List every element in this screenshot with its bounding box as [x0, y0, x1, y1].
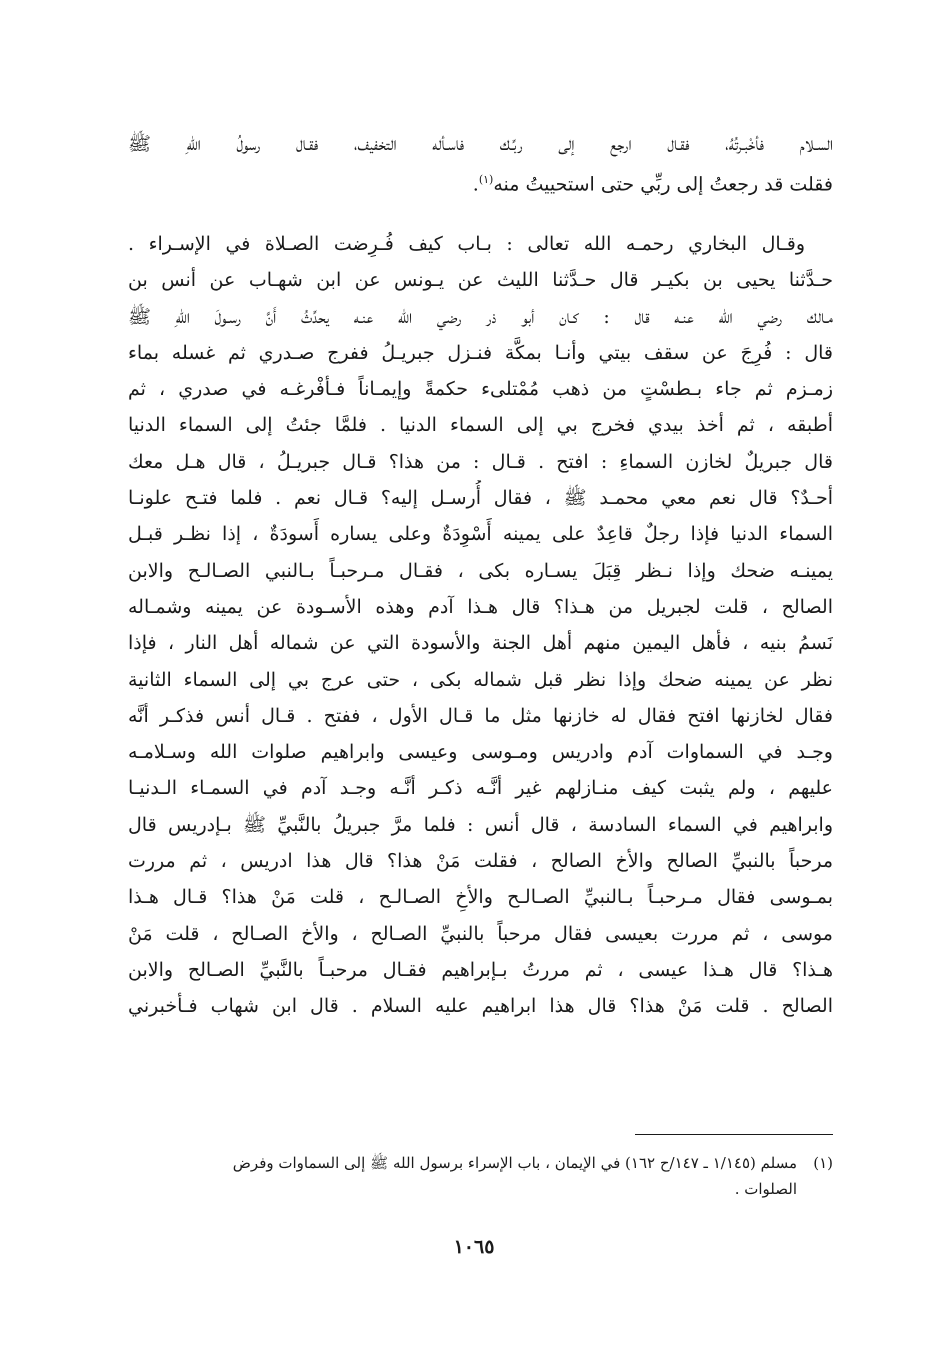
text-line: عليهم ، ولم يثبت كيف منـازلهم غير أنَّـه ذكـر أنَّـه وجـد آدم في السمـاء الـدنيـا — [128, 777, 833, 800]
sentence-end: . — [472, 173, 479, 196]
text-line: زمـزم ثم جاء بـطسْتٍ من ذهب مُمْتلىء حكمةً وإيمـاناً فـأفْرغـه في صدري ، ثم — [128, 378, 833, 401]
text-line: السماء الدنيا فإذا رجلٌ قاعِدٌ على يمينه أَسْوِدَةٌ وعلى يساره أَسودَةٌ ، إذا نظـر قبـل — [128, 523, 833, 546]
text-line: نَسمُ بنيه ، فأهل اليمين منهم أهل الجنة والأسودة التي عن شماله أهل النار ، فإذا — [128, 632, 833, 655]
text-line: فقال لخازنها افتح فقال له خازنها مثل ما قـال الأول ، ففتح . قـال أنس فذكـر أنَّه — [128, 704, 833, 727]
text-line: الصالح ، قلت لجبريل من هـذا؟ قال هـذا آدم وهذه الأسـودة عن يمينه وشمـاله — [128, 595, 833, 618]
footnote-divider — [635, 1134, 833, 1135]
text-line: وابراهيم في السماء السادسة ، قال أنس : فلما مرَّ جبريلُ بالنَّبيِّ ﷺ بـإدريس قال — [128, 813, 833, 836]
text-line: الصالح . قلت مَنْ هذا؟ قال هذا ابراهيم عليه السلام . قال ابن شهاب فـأخبرني — [128, 995, 833, 1018]
text-line: بمـوسى فقال مـرحبـاً بـالنبيِّ الصـالـح والأخِ الصـالـح ، قلت مَنْ هذا؟ قـال هـذا — [128, 886, 833, 909]
footnote-text-continuation: الصلوات . — [734, 1180, 797, 1198]
footnote — [150, 1150, 833, 1202]
text-line-body: فقلت قد رجعتُ إلى ربِّي حتى استحييتُ منه — [493, 173, 833, 196]
page-number: ١٠٦٥ — [453, 1236, 495, 1258]
text-line: يمينـه ضحك وإذا نـظر قِبَلَ يسـاره بكى ، فقـال مـرحبـاً بـالنبي الصـالـح والابن — [128, 559, 833, 582]
text-line-with-footnote — [128, 162, 833, 203]
footnote-first-line — [233, 1154, 833, 1172]
text-line: قال جبريلٌ لخازن السماءِ : افتح . قـال : من هذا؟ قـال جبريـلُ ، قال هـل معك — [128, 450, 833, 473]
text-line: أحـدٌ؟ قال نعم معي محمـد ﷺ ، فقال أُرسـل إليه؟ قـال نعم . فلما فتـح علونـا — [128, 487, 833, 510]
paragraph-heading-line: وقـال البخاري رحمـه الله تعالى : بـاب كيف فُـرِضت الصـلاة في الإسـراء . — [128, 233, 805, 255]
text-line: مرحباً بالنبيِّ الصالح والأخ الصالح ، فقلت مَنْ هذا؟ قال هذا ادريس ، ثم مررت — [128, 850, 833, 873]
footnote-number: (١) — [813, 1154, 833, 1172]
text-line: وجـد في السماوات آدم وادريس ومـوسى وعيسى وابراهيم صلوات الله وسـلامـه — [128, 741, 833, 764]
text-line: هـذا؟ قال هـذا عيسى ، ثم مررتُ بـإبراهيم فقـال مرحبـاً بالنَّبيِّ الصـالح والابن — [128, 958, 833, 981]
text-line: حـدَّثنا يحيى بن بكيـر قال حـدَّثنا الليث عن يـونس عن ابن شهـاب عن أنس بن — [128, 269, 833, 292]
paragraph-continuation — [128, 126, 833, 203]
paragraph-main — [128, 226, 833, 1025]
text-line: السـلام فأخْبـرتُهُ، فقـال ارجع إلى ربِّـك فاسـأله التخفيف، فقـال رسولُ اللهِ ﷺ — [128, 133, 833, 155]
footnote-text: مسلم (١/١٤٥ ـ ١٤٧/ح ١٦٢) في الإيمان ، باب الإسراء برسول الله ﷺ إلى السماوات وفرض — [232, 1154, 797, 1172]
footnote-marker: (١) — [478, 173, 494, 187]
text-line: موسى ، ثم مررت بعيسى فقال مرحباً بالنبيِّ الصـالح ، والأخ الصـالح ، قلت مَنْ — [128, 922, 833, 945]
text-line: مـالك رضي الله عنـه قال : كـان أبو ذر رضي الله عنـه يحدِّثُ أَنَّ رسـولَ اللهِ ﷺ — [128, 305, 833, 328]
text-line: نظر عن يمينه ضحك وإذا نظر قبل شماله بكى ، حتى عرج بي إلى السماء الثانية — [128, 668, 833, 691]
text-line: أطبقه ، ثم أخذ بيدي فخرج بي إلى السماء الدنيا . فلمَّا جئتُ إلى السماء الدنيا — [128, 414, 833, 437]
text-line: قال : فُرِجَ عن سقف بيتي وأنـا بمكَّة فنـزل جبريـلُ ففرج صـدري ثم غسله بماء — [128, 341, 833, 364]
